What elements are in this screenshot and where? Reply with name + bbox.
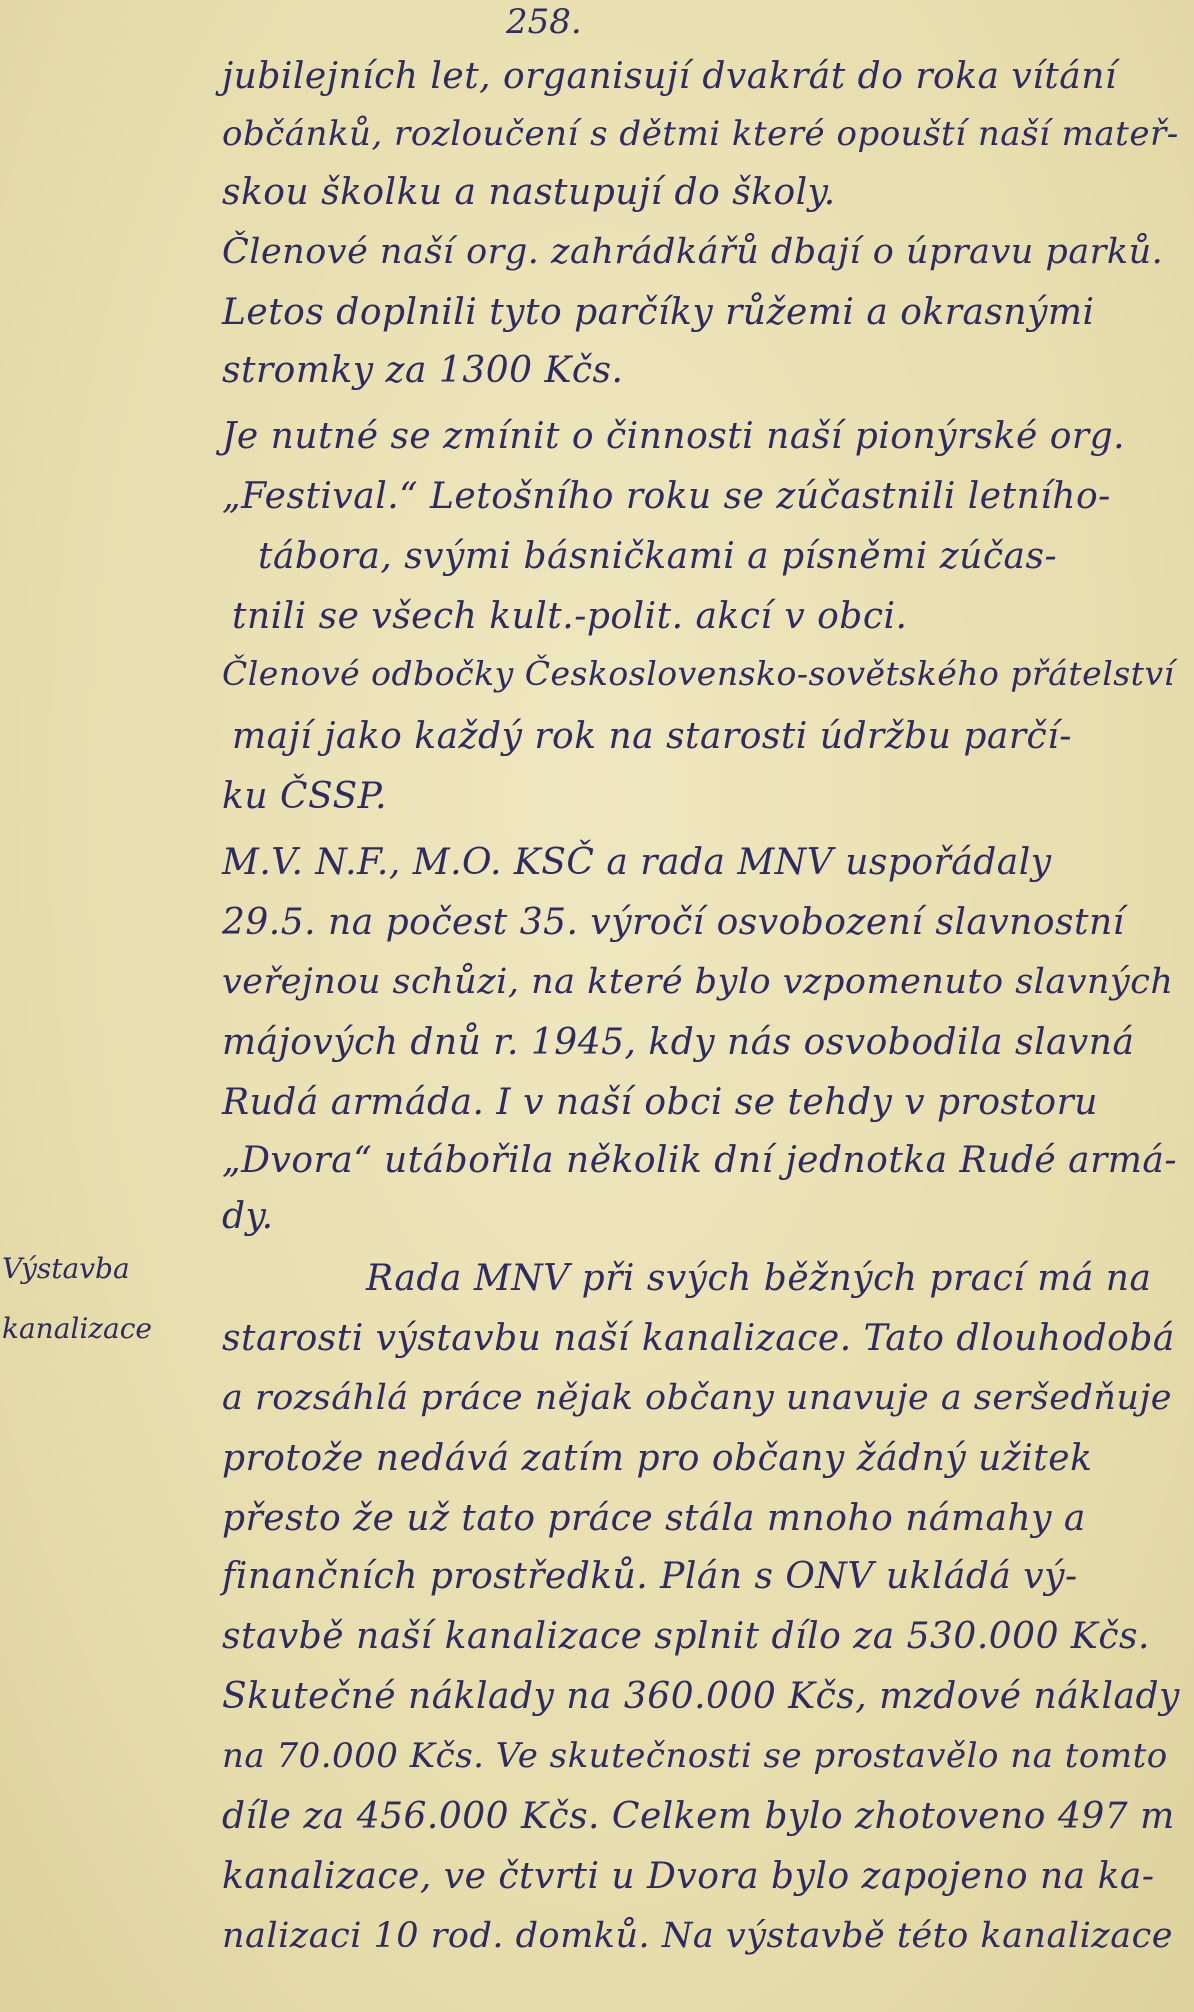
text-line-6: stromky za 1300 Kčs.	[222, 350, 624, 391]
text-line-26: finančních prostředků. Plán s ONV ukládá vý-	[222, 1556, 1078, 1597]
text-line-2: občánků, rozloučení s dětmi které opouští naší mateř-	[222, 114, 1179, 154]
text-line-19: „Dvora“ utábořila několik dní jednotka Rudé armá-	[222, 1140, 1178, 1181]
text-line-12: mají jako každý rok na starosti údržbu parčí-	[232, 716, 1072, 757]
text-line-10: tnili se všech kult.-polit. akcí v obci.	[232, 596, 908, 637]
text-line-22: starosti výstavbu naší kanalizace. Tato dlouhodobá	[222, 1318, 1175, 1359]
text-line-20: dy.	[222, 1196, 274, 1237]
text-line-15: 29.5. na počest 35. výročí osvobození slavnostní	[222, 902, 1125, 943]
text-line-1: jubilejních let, organisují dvakrát do roka vítání	[222, 56, 1117, 97]
margin-note-kanalizace: kanalizace	[2, 1312, 152, 1345]
text-line-14: M.V. N.F., M.O. KSČ a rada MNV uspořádaly	[222, 842, 1052, 883]
text-line-25: přesto že už tato práce stála mnoho námahy a	[222, 1498, 1086, 1539]
text-line-11: Členové odbočky Československo-sovětského přátelství	[222, 654, 1175, 693]
margin-note-vystavba: Výstavba	[2, 1252, 130, 1285]
text-line-27: stavbě naší kanalizace splnit dílo za 530.000 Kčs.	[222, 1616, 1150, 1657]
text-line-21: Rada MNV při svých běžných prací má na	[366, 1258, 1152, 1299]
text-line-5: Letos doplnili tyto parčíky růžemi a okrasnými	[222, 292, 1095, 333]
text-line-18: Rudá armáda. I v naší obci se tehdy v prostoru	[222, 1082, 1098, 1123]
text-line-24: protože nedává zatím pro občany žádný užitek	[222, 1438, 1093, 1479]
text-line-3: skou školku a nastupují do školy.	[222, 172, 836, 213]
text-line-7: Je nutné se zmínit o činnosti naší pionýrské org.	[222, 416, 1126, 457]
text-line-29: na 70.000 Kčs. Ve skutečnosti se prostavělo na tomto	[222, 1736, 1168, 1776]
text-line-30: díle za 456.000 Kčs. Celkem bylo zhotoveno 497 m	[222, 1796, 1175, 1837]
text-line-32: nalizaci 10 rod. domků. Na výstavbě této kanalizace	[222, 1916, 1173, 1956]
text-line-4: Členové naší org. zahrádkářů dbají o úpravu parků.	[222, 232, 1164, 272]
text-line-23: a rozsáhlá práce nějak občany unavuje a seršedňuje	[222, 1378, 1173, 1418]
text-line-8: „Festival.“ Letošního roku se zúčastnili letního-	[222, 476, 1111, 517]
text-line-28: Skutečné náklady na 360.000 Kčs, mzdové náklady	[222, 1676, 1180, 1717]
page-number: 258.	[506, 2, 582, 42]
text-line-13: ku ČSSP.	[222, 776, 388, 817]
text-line-17: májových dnů r. 1945, kdy nás osvobodila slavná	[222, 1022, 1135, 1063]
text-line-9: tábora, svými básničkami a písněmi zúčas-	[258, 536, 1058, 577]
text-line-31: kanalizace, ve čtvrti u Dvora bylo zapojeno na ka-	[222, 1856, 1155, 1897]
text-line-16: veřejnou schůzi, na které bylo vzpomenuto slavných	[222, 962, 1174, 1002]
